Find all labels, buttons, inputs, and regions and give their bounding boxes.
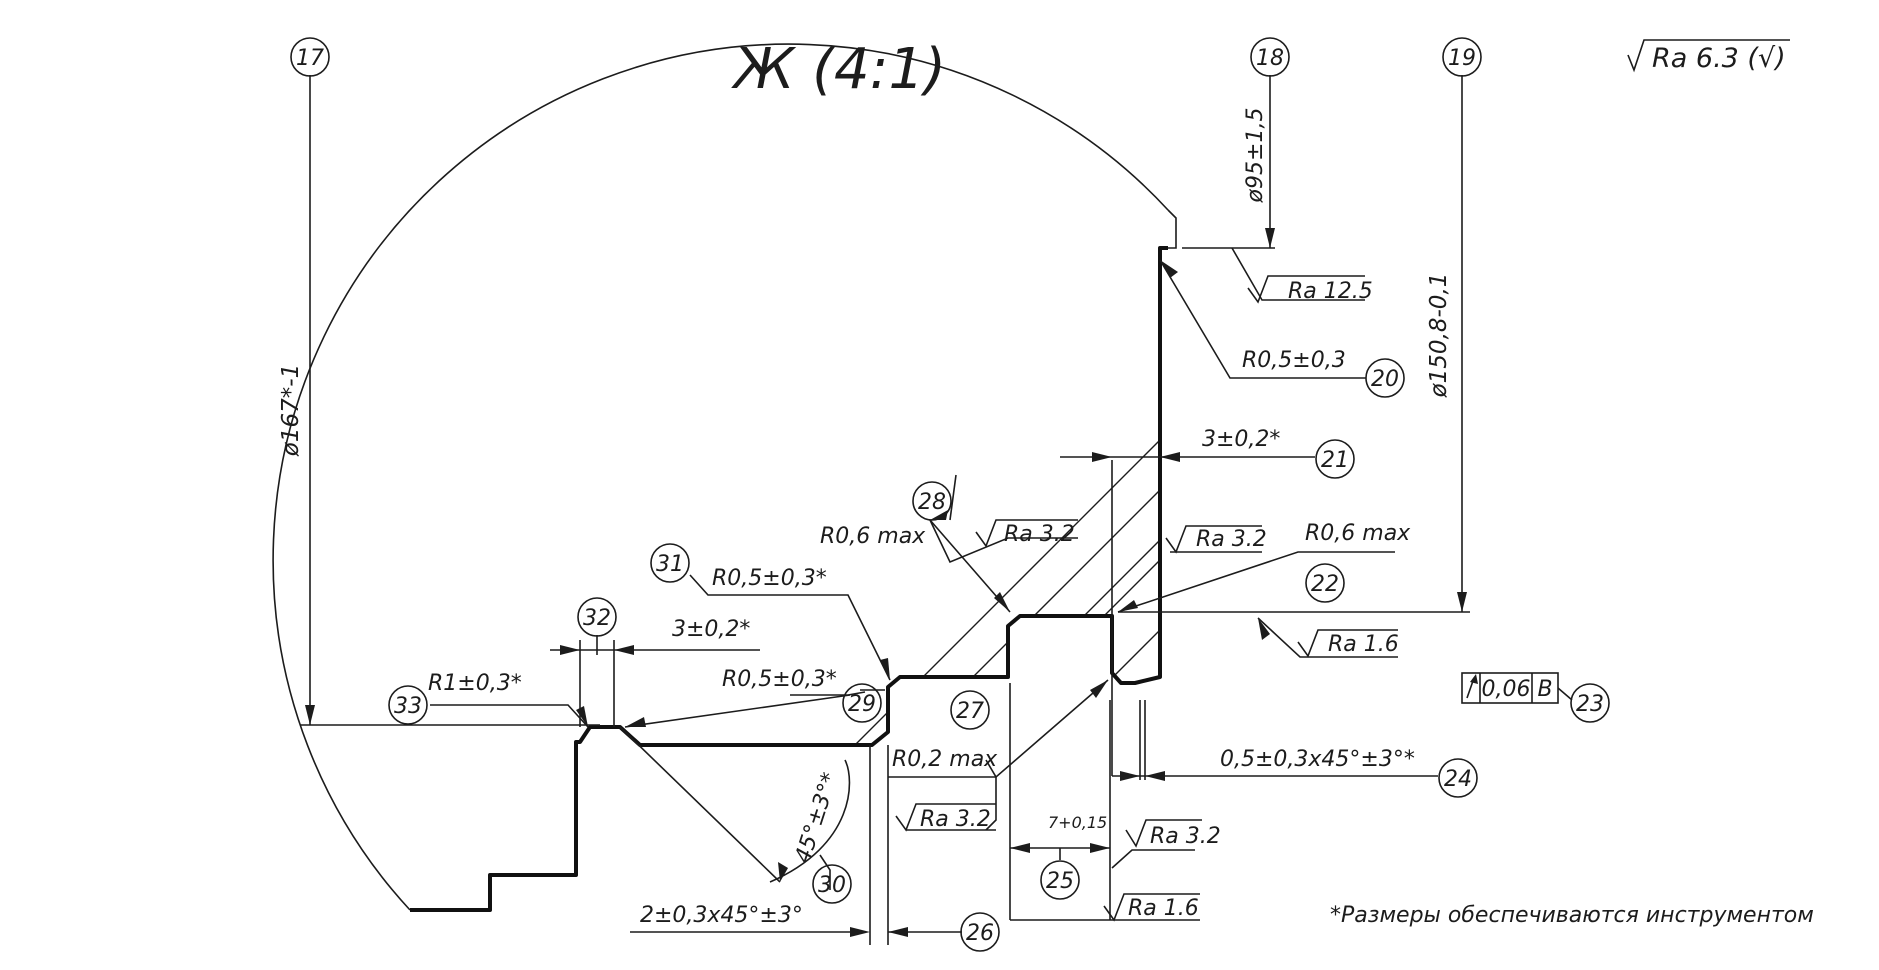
svg-text:17: 17 bbox=[296, 46, 324, 71]
roughness-symbols bbox=[896, 40, 1790, 920]
dim-d167: ø167*-1 bbox=[278, 363, 304, 457]
dim-r31: R0,5±0,3* bbox=[712, 566, 827, 591]
dim-r22: R0,6 max bbox=[1305, 521, 1411, 546]
geometric-tolerance-frame bbox=[1462, 673, 1572, 703]
roughness-r28: Ra 3.2 bbox=[1004, 522, 1075, 547]
svg-text:30: 30 bbox=[818, 873, 846, 898]
balloon-33 bbox=[389, 686, 427, 724]
roughness-r23: Ra 1.6 bbox=[1328, 632, 1399, 657]
svg-text:31: 31 bbox=[656, 552, 684, 577]
svg-text:24: 24 bbox=[1444, 767, 1472, 792]
dim-r29: R0,5±0,3* bbox=[722, 667, 837, 692]
dim-d95: ø95±1,5 bbox=[1243, 107, 1268, 203]
part-outline bbox=[273, 44, 1176, 910]
dim-w25: 7+0,15 bbox=[1048, 813, 1108, 832]
balloon-22 bbox=[1306, 564, 1344, 602]
svg-text:25: 25 bbox=[1046, 869, 1074, 894]
dim-r28: R0,6 max bbox=[820, 524, 926, 549]
roughness-r22: Ra 3.2 bbox=[1196, 527, 1267, 552]
tolerance-datum: B bbox=[1537, 677, 1553, 702]
balloon-26 bbox=[961, 913, 999, 951]
tool-note: *Размеры обеспечиваются инструментом bbox=[1330, 903, 1814, 928]
dim-w32: 3±0,2* bbox=[672, 617, 751, 642]
dim-r27: R0,2 max bbox=[892, 747, 998, 772]
svg-text:23: 23 bbox=[1576, 692, 1604, 717]
balloon-30 bbox=[813, 865, 851, 903]
balloon-21 bbox=[1316, 440, 1354, 478]
balloon-32 bbox=[578, 598, 616, 636]
balloon-27 bbox=[951, 691, 989, 729]
balloon-25 bbox=[1041, 861, 1079, 899]
balloon-20 bbox=[1366, 359, 1404, 397]
balloon-31 bbox=[651, 544, 689, 582]
view-title: Ж (4:1) bbox=[734, 37, 946, 102]
svg-text:26: 26 bbox=[966, 921, 994, 946]
svg-text:20: 20 bbox=[1371, 367, 1399, 392]
balloon-17 bbox=[291, 38, 329, 76]
svg-text:19: 19 bbox=[1448, 46, 1476, 71]
dim-r33: R1±0,3* bbox=[428, 671, 522, 696]
svg-text:29: 29 bbox=[848, 692, 876, 717]
svg-text:33: 33 bbox=[394, 694, 422, 719]
svg-text:18: 18 bbox=[1256, 46, 1284, 71]
dim-chamfer-bottom: 2±0,3x45°±3° bbox=[640, 903, 803, 928]
balloon-19 bbox=[1443, 38, 1481, 76]
roughness-r18: Ra 12.5 bbox=[1288, 279, 1373, 304]
dimension-lines bbox=[300, 75, 1470, 945]
svg-text:27: 27 bbox=[956, 699, 984, 724]
roughness-r25: Ra 3.2 bbox=[1150, 824, 1221, 849]
roughness-r26: Ra 1.6 bbox=[1128, 896, 1199, 921]
balloon-28 bbox=[913, 482, 951, 520]
svg-text:32: 32 bbox=[583, 606, 611, 631]
balloon-18 bbox=[1251, 38, 1289, 76]
svg-text:28: 28 bbox=[918, 490, 946, 515]
balloon-23 bbox=[1571, 684, 1609, 722]
general-roughness: Ra 6.3 (√) bbox=[1652, 43, 1786, 74]
roughness-r27: Ra 3.2 bbox=[920, 807, 991, 832]
dim-ch24: 0,5±0,3x45°±3°* bbox=[1220, 747, 1415, 772]
tolerance-value: 0,06 bbox=[1481, 677, 1531, 702]
arrowheads bbox=[305, 228, 1467, 937]
dim-ang30: 45°±3°* bbox=[790, 769, 844, 867]
svg-text:22: 22 bbox=[1311, 572, 1339, 597]
section-hatching bbox=[200, 150, 1879, 970]
balloon-24 bbox=[1439, 759, 1477, 797]
svg-text:21: 21 bbox=[1321, 448, 1349, 473]
dim-r20: R0,5±0,3 bbox=[1242, 348, 1346, 373]
dimension-texts bbox=[278, 108, 1452, 928]
dim-d150: ø150,8-0,1 bbox=[1426, 272, 1452, 398]
dim-w21: 3±0,2* bbox=[1202, 427, 1281, 452]
